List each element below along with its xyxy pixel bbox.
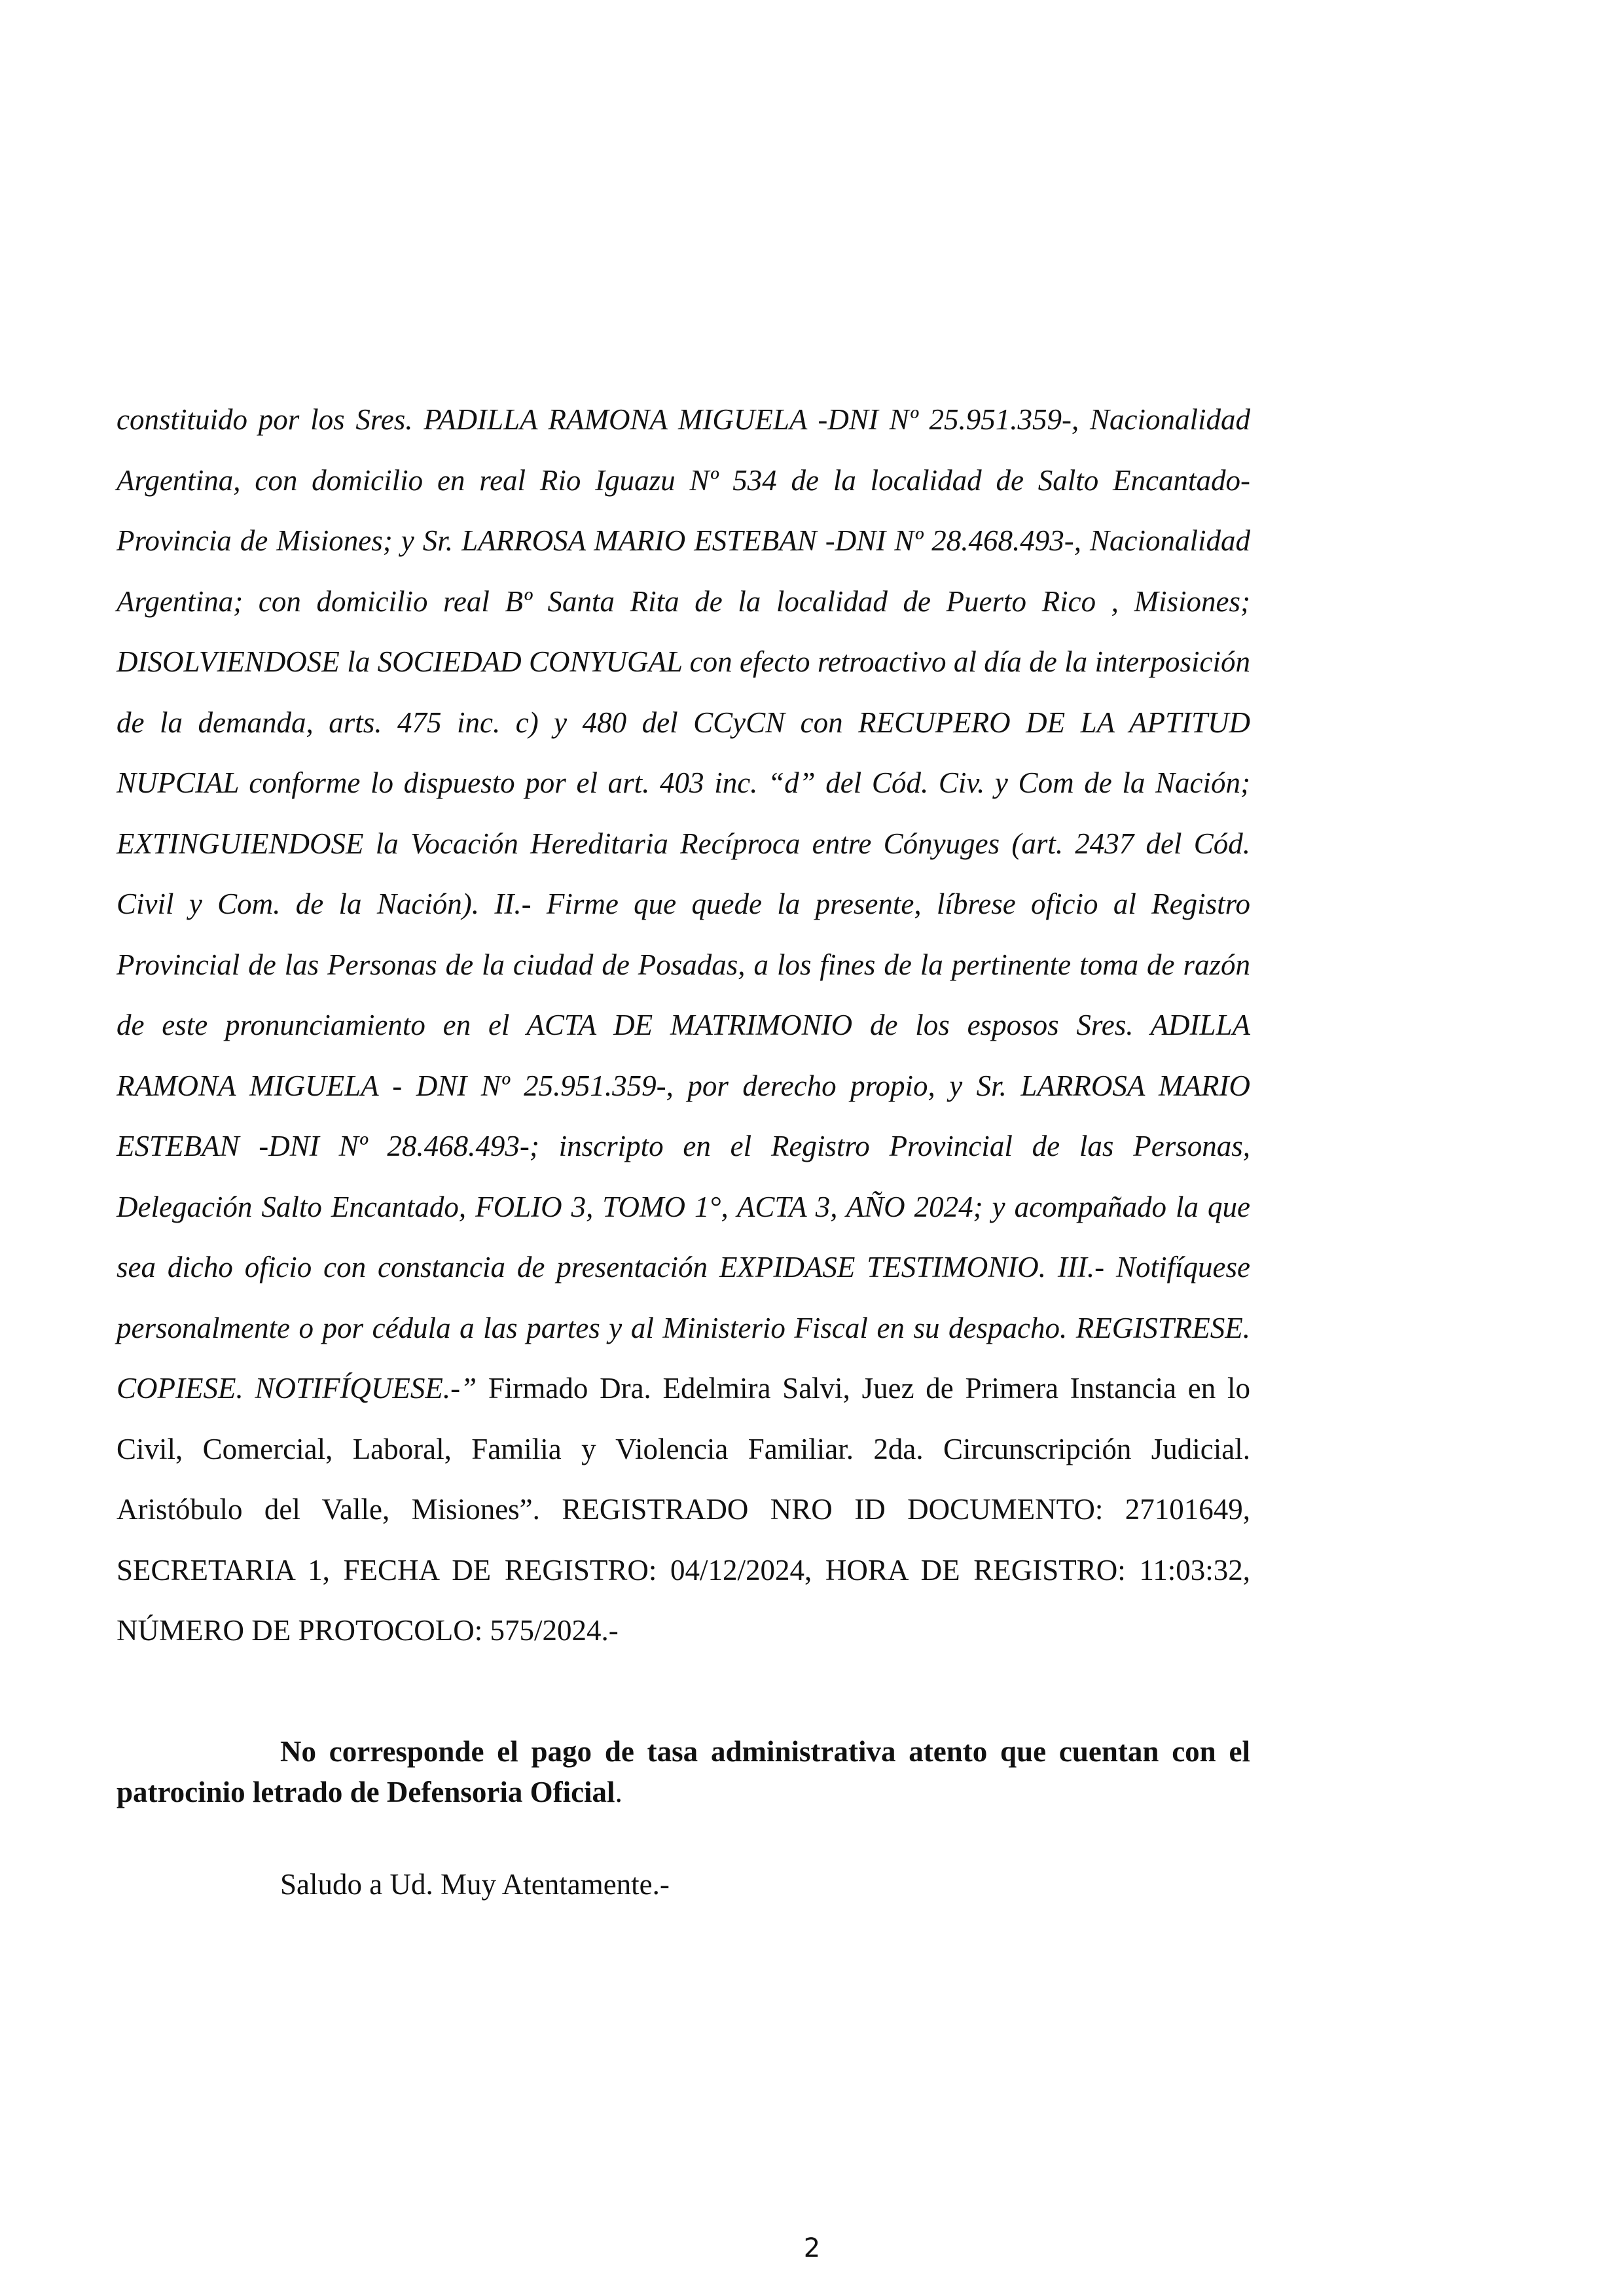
fee-note-bold-text: No corresponde el pago de tasa administrativa atento que cuentan con el patrocinio letrado de Defensoria Oficial <box>117 1735 1250 1808</box>
page-number: 2 <box>803 2233 821 2263</box>
fee-note-paragraph <box>117 1731 1250 1812</box>
salutation: Saludo a Ud. Muy Atentamente.- <box>280 1868 670 1901</box>
resolution-paragraph <box>117 389 1250 1661</box>
resolution-quoted-text: constituido por los Sres. PADILLA RAMONA MIGUELA -DNI Nº 25.951.359-, Nacionalidad Argentina, con domicilio en real Rio Iguazu Nº 534 de la localidad de Salto Encantado- Provincia de Misiones; y Sr. LARROSA MARIO ESTEBAN -DNI Nº 28.468.493-, Nacionalidad Argentina; con domicilio real Bº Santa Rita de la localidad de Puerto Rico , Misiones; DISOLVIENDOSE la SOCIEDAD CONYUGAL con efecto retroactivo al día de la interposición de la demanda, arts. 475 inc. c) y 480 del CCyCN con RECUPERO DE LA APTITUD NUPCIAL conforme lo dispuesto por el art. 403 inc. “d” del Cód. Civ. y Com de la Nación; EXTINGUIENDOSE la Vocación Hereditaria Recíproca entre Cónyuges (art. 2437 del Cód. Civil y Com. de la Nación). II.- Firme que quede la presente, líbrese oficio al Registro Provincial de las Personas de la ciudad de Posadas, a los fines de la pertinente toma de razón de este pronunciamiento en el ACTA DE MATRIMONIO de los esposos Sres. ADILLA RAMONA MIGUELA - DNI Nº 25.951.359-, por derecho propio, y Sr. LARROSA MARIO ESTEBAN -DNI Nº 28.468.493-; inscripto en el Registro Provincial de las Personas, Delegación Salto Encantado, FOLIO 3, TOMO 1°, ACTA 3, AÑO 2024; y acompañado la que sea dicho oficio con constancia de presentación EXPIDASE TESTIMONIO. III.- Notifíquese personalmente o por cédula a las partes y al Ministerio Fiscal en su despacho. REGISTRESE. COPIESE. NOTIFÍQUESE.-” <box>117 403 1250 1405</box>
fee-note <box>117 1731 1250 1812</box>
signature-and-registration-text: Firmado Dra. Edelmira Salvi, Juez de Primera Instancia en lo Civil, Comercial, Laboral, Familia y Violencia Familiar. 2da. Circunscripción Judicial. Aristóbulo del Valle, Misiones”. REGISTRADO NRO ID DOCUMENTO: 27101649, SECRETARIA 1, FECHA DE REGISTRO: 04/12/2024, HORA DE REGISTRO: 11:03:32, NÚMERO DE PROTOCOLO: 575/2024.- <box>117 1372 1251 1647</box>
resolution-body <box>117 389 1250 1661</box>
fee-note-period: . <box>615 1776 623 1808</box>
